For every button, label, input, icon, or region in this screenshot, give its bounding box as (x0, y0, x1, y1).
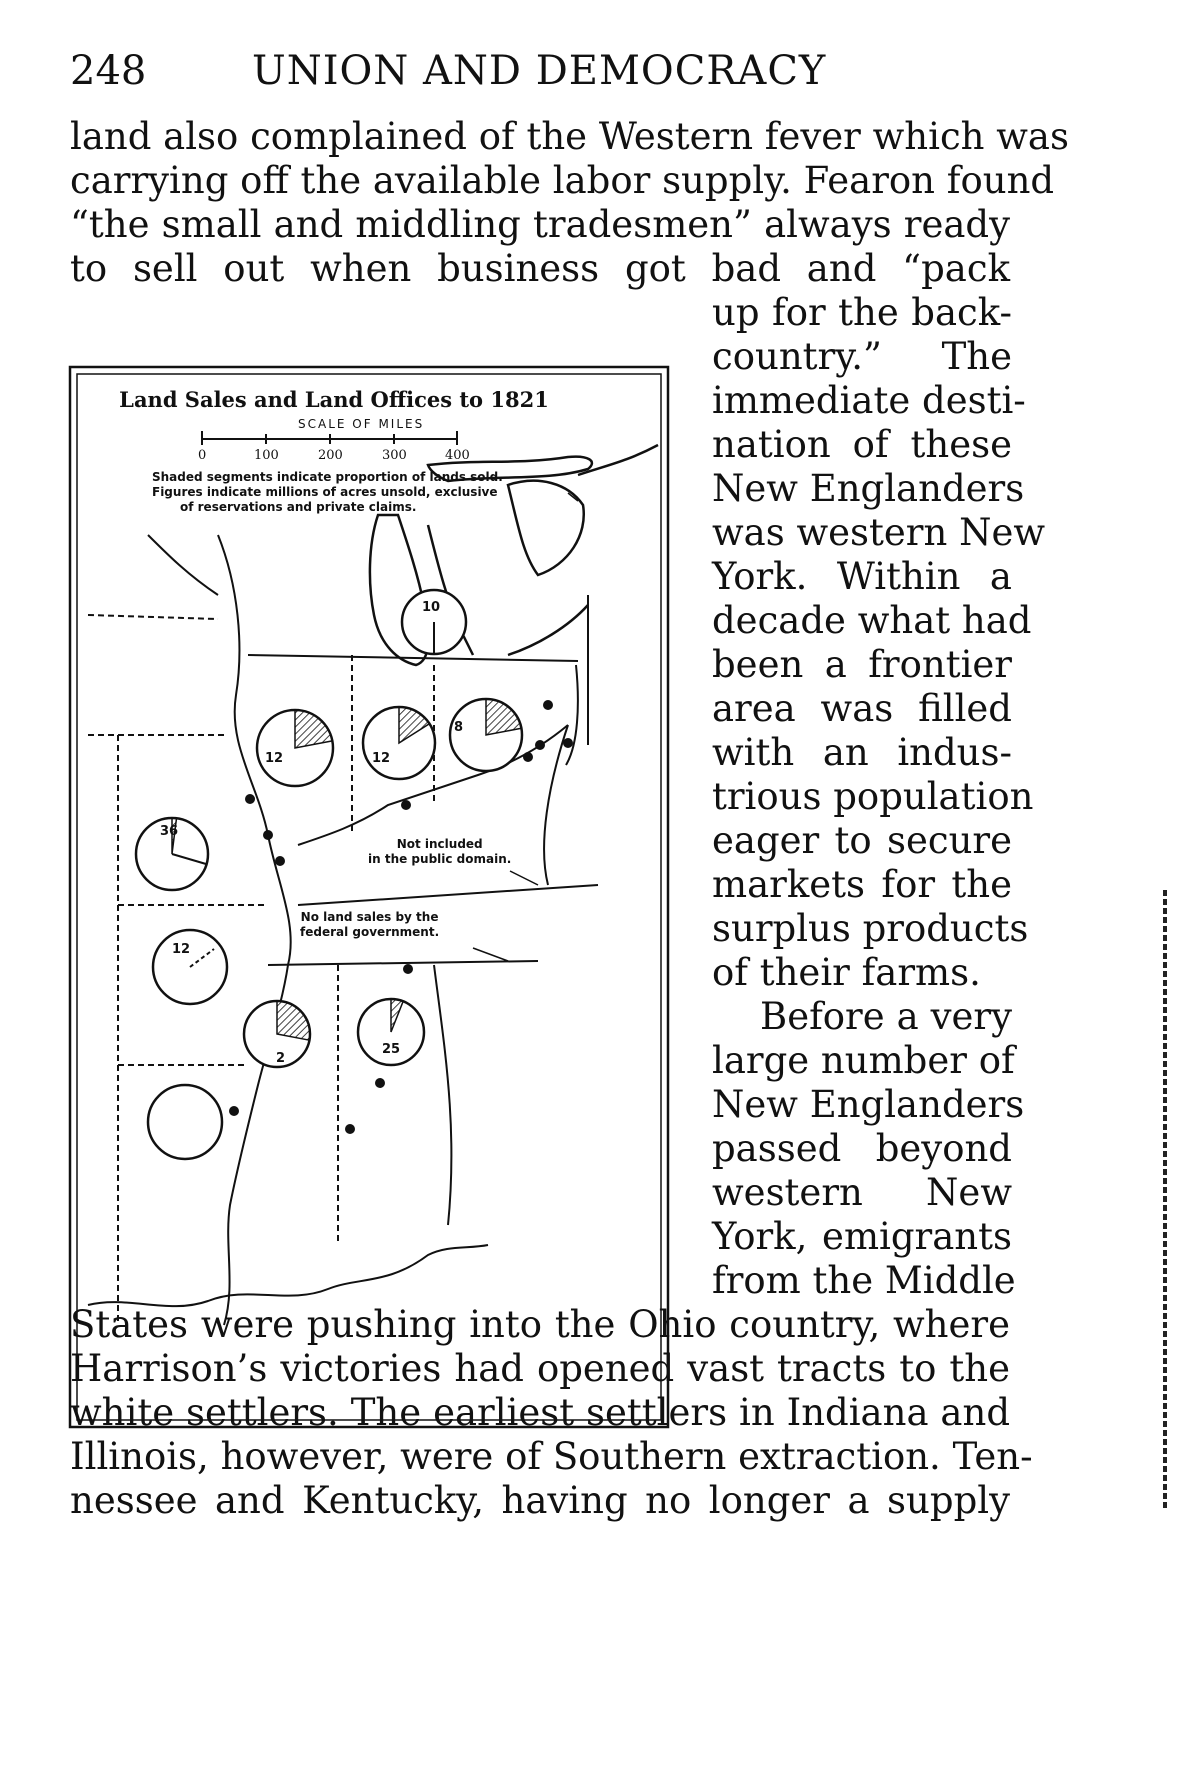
annotation-line: in the public domain. (368, 852, 512, 866)
map-legend (152, 470, 612, 515)
annotation-line: federal government. (300, 925, 440, 939)
scale-title: SCALE OF MILES (298, 417, 425, 431)
text-line: “the small and middling tradesmen” always ready (70, 203, 1010, 246)
text-line: white settlers. The earliest settlers in Indiana and (70, 1391, 1010, 1434)
legend-line: Figures indicate millions of acres unsold, exclusive (152, 485, 498, 499)
scale-tick-label: 300 (382, 448, 407, 463)
annotation-line: No land sales by the (300, 910, 439, 924)
outer-frame (70, 367, 668, 1427)
pie-indiana (363, 707, 435, 779)
text-line: area was filled (712, 687, 1012, 730)
text-line: markets for the (712, 863, 1012, 906)
scan-edge-mark (1163, 890, 1167, 1510)
kentucky-annotation (368, 837, 511, 867)
text-line: States were pushing into the Ohio country, where (70, 1303, 1010, 1346)
land-sales-map-figure (68, 365, 670, 1429)
pie-label-michigan: 10 (422, 600, 441, 615)
text-line: nessee and Kentucky, having no longer a supply (70, 1479, 1010, 1522)
text-line: York, emigrants (712, 1215, 1012, 1258)
text-line: to sell out when business got bad and “pack (70, 247, 1010, 290)
legend-line: of reservations and private claims. (180, 500, 417, 514)
scale-tick-label: 400 (445, 448, 470, 463)
scale-tick-label: 200 (318, 448, 343, 463)
running-head (70, 48, 1010, 98)
text-line: Harrison’s victories had opened vast tracts to the (70, 1347, 1010, 1390)
text-line: New Englanders (712, 467, 1025, 510)
pie-sold-wedge (295, 710, 332, 748)
scale-bar (202, 431, 457, 445)
text-line: been a frontier (712, 643, 1012, 686)
mississippi-river (218, 535, 291, 1325)
pie-label-alabama: 25 (382, 1042, 401, 1057)
pie-sold-wedge (277, 1001, 310, 1040)
scale-tick-label: 100 (254, 448, 279, 463)
text-line: passed beyond (712, 1127, 1012, 1170)
pie-label-mississippi: 2 (276, 1051, 286, 1066)
legend-line: Shaded segments indicate proportion of lands sold. (152, 470, 503, 484)
pie-label-missouri: 36 (160, 824, 179, 839)
text-line: was western New (712, 511, 1046, 554)
text-line: western New (712, 1171, 1012, 1214)
text-line: country.” The (712, 335, 1012, 378)
page-number: 248 (70, 48, 147, 94)
annotation-line: Not included (396, 837, 483, 851)
text-line: nation of these (712, 423, 1012, 466)
text-line: land also complained of the Western fever which was (70, 115, 1069, 158)
pie-illinois (257, 710, 333, 786)
text-line: up for the back- (712, 291, 1012, 334)
text-line: of their farms. (712, 951, 981, 994)
scale-tick-label: 0 (198, 448, 207, 463)
text-line: eager to secure (712, 819, 1012, 862)
text-line: large number of (712, 1039, 1015, 1082)
tennessee-annotation (300, 910, 439, 940)
pie-label-ohio: 8 (454, 720, 464, 735)
text-line: from the Middle (712, 1259, 1016, 1302)
inner-frame (77, 374, 661, 1420)
pie-label-indiana: 12 (372, 751, 391, 766)
pie-sold-wedge (486, 699, 521, 735)
text-line: New Englanders (712, 1083, 1025, 1126)
map-illustration (68, 365, 670, 1429)
pie-label-arkansas: 12 (172, 942, 191, 957)
text-line: Before a very (760, 995, 1012, 1038)
text-line: surplus products (712, 907, 1029, 950)
text-line: with an indus- (712, 731, 1012, 774)
text-line: decade what had (712, 599, 1032, 642)
text-line: immediate desti- (712, 379, 1026, 422)
running-title: UNION AND DEMOCRACY (252, 48, 827, 94)
text-line: trious population (712, 775, 1034, 818)
pie-label-illinois: 12 (265, 751, 284, 766)
text-line: carrying off the available labor supply. Fearon found (70, 159, 1055, 202)
map-title: Land Sales and Land Offices to 1821 (119, 387, 549, 412)
text-line: Illinois, however, were of Southern extraction. Ten- (70, 1435, 1033, 1478)
pie-ohio (450, 699, 522, 771)
pie-louisiana (148, 1085, 222, 1159)
text-line: York. Within a (712, 555, 1012, 598)
